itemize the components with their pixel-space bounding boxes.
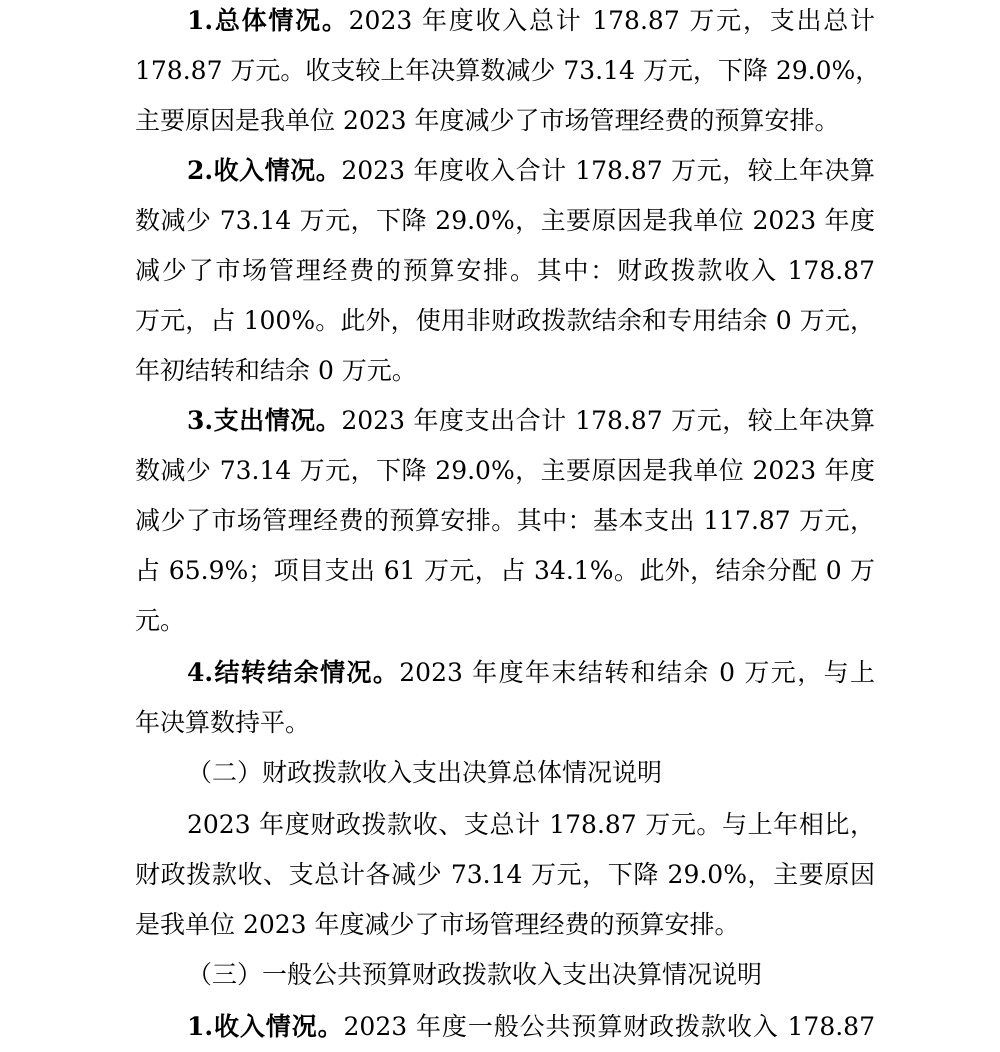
paragraph-line: 4.结转结余情况。2023 年度年末结转和结余 0 万元，与上 [187, 658, 875, 687]
section-heading: （三）一般公共预算财政拨款收入支出决算情况说明 [187, 960, 763, 989]
paragraph-lead: 4.结转结余情况。 [187, 658, 400, 687]
paragraph-line: 年决算数持平。 [135, 708, 311, 737]
paragraph-line: 减少了市场管理经费的预算安排。其中：基本支出 117.87 万元， [135, 506, 875, 535]
paragraph-line: 主要原因是我单位 2023 年度减少了市场管理经费的预算安排。 [135, 106, 840, 135]
paragraph-line: 1.总体情况。2023 年度收入总计 178.87 万元，支出总计 [187, 6, 875, 35]
paragraph-line: 178.87 万元。收支较上年决算数减少 73.14 万元，下降 29.0%， [135, 56, 881, 85]
paragraph-line: 减少了市场管理经费的预算安排。其中：财政拨款收入 178.87 [135, 256, 875, 285]
paragraph-lead: 1.收入情况。 [187, 1012, 344, 1041]
paragraph-line: 2023 年度财政拨款收、支总计 178.87 万元。与上年相比， [187, 810, 875, 839]
paragraph-line: 数减少 73.14 万元，下降 29.0%，主要原因是我单位 2023 年度 [135, 206, 875, 235]
section-heading: （二）财政拨款收入支出决算总体情况说明 [187, 758, 663, 787]
paragraph-lead: 2.收入情况。 [187, 156, 342, 185]
paragraph-line: 1.收入情况。2023 年度一般公共预算财政拨款收入 178.87 [187, 1012, 875, 1041]
paragraph-line: 是我单位 2023 年度减少了市场管理经费的预算安排。 [135, 910, 740, 939]
paragraph-line: 2.收入情况。2023 年度收入合计 178.87 万元，较上年决算 [187, 156, 875, 185]
paragraph-lead: 1.总体情况。 [187, 6, 349, 35]
paragraph-line: 万元，占 100%。此外，使用非财政拨款结余和专用结余 0 万元， [135, 306, 875, 335]
paragraph-line: 元。 [135, 606, 186, 635]
paragraph-line: 数减少 73.14 万元，下降 29.0%，主要原因是我单位 2023 年度 [135, 456, 875, 485]
paragraph-line: 3.支出情况。2023 年度支出合计 178.87 万元，较上年决算 [187, 406, 875, 435]
paragraph-line: 占 65.9%；项目支出 61 万元，占 34.1%。此外，结余分配 0 万 [135, 556, 875, 585]
paragraph-lead: 3.支出情况。 [187, 406, 342, 435]
paragraph-line: 财政拨款收、支总计各减少 73.14 万元，下降 29.0%，主要原因 [135, 860, 875, 889]
paragraph-line: 年初结转和结余 0 万元。 [135, 356, 417, 385]
